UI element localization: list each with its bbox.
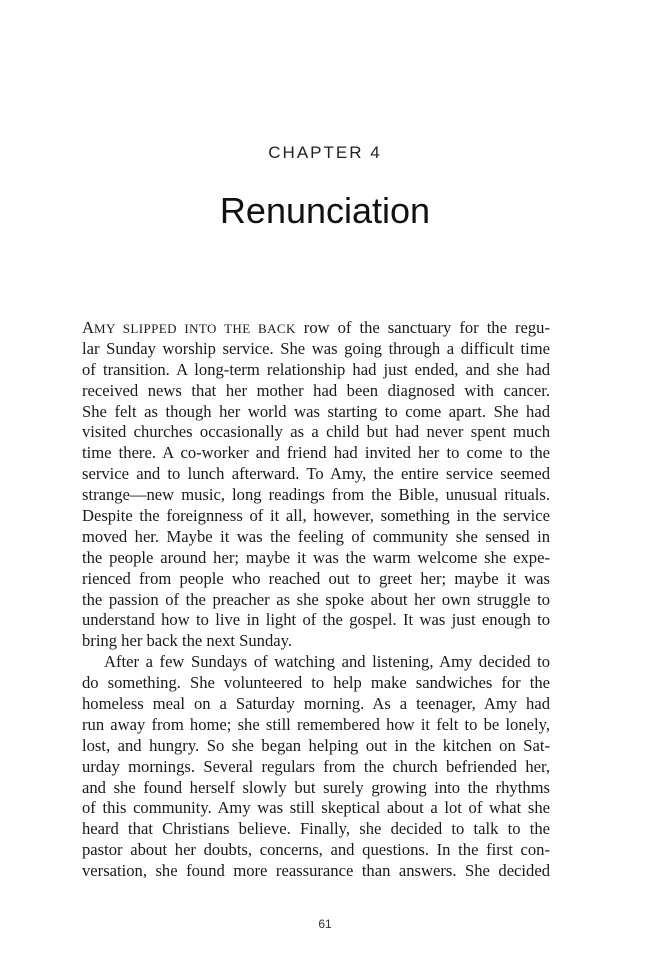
body-line: received news that her mother had been diagnosed with cancer. [82,380,550,400]
body-line: understand how to live in light of the gospel. It was just enough to [82,610,550,630]
body-line [82,318,550,339]
body-line: strange—new music, long readings from the Bible, unusual rituals. [82,485,550,505]
chapter-title: Renunciation [219,190,431,231]
body-line: the people around her; maybe it was the warm welcome she expe- [82,547,550,567]
body-line: the passion of the preacher as she spoke about her own struggle to [82,589,550,609]
body-line: rienced from people who reached out to greet her; maybe it was [82,568,550,588]
body-line: versation, she found more reassurance than answers. She decided [82,861,550,881]
lead-in-initial: A [82,318,94,337]
body-line: lost, and hungry. So she began helping out in the kitchen on Sat- [82,735,550,755]
body-line: do something. She volunteered to help make sandwiches for the [82,673,550,693]
body-line: Despite the foreignness of it all, however, something in the service [82,506,550,526]
body-text [82,318,550,882]
body-line: pastor about her doubts, concerns, and questions. In the first con- [82,840,550,860]
page-number: 61 [318,917,332,931]
body-line: bring her back the next Sunday. [82,631,292,651]
body-line: time there. A co-worker and friend had invited her to come to the [82,443,550,463]
body-line: service and to lunch afterward. To Amy, the entire service seemed [82,464,550,484]
body-line: heard that Christians believe. Finally, she decided to talk to the [82,819,550,839]
body-line: visited churches occasionally as a child but had never spent much [82,422,550,442]
lead-in-smallcaps: MY SLIPPED INTO THE BACK [93,321,296,336]
body-line: and she found herself slowly but surely growing into the rhythms [82,777,550,797]
body-line: moved her. Maybe it was the feeling of community she sensed in [82,526,550,546]
body-line: run away from home; she still remembered how it felt to be lonely, [82,714,550,734]
body-line: After a few Sundays of watching and listening, Amy decided to [104,652,550,672]
body-line: lar Sunday worship service. She was going through a difficult time [82,338,550,358]
body-line: homeless meal on a Saturday morning. As a teenager, Amy had [82,694,550,714]
chapter-label: CHAPTER 4 [268,143,382,162]
lead-in-rest: row of the sanctuary for the regu- [295,318,550,337]
body-line: She felt as though her world was starting to come apart. She had [82,401,550,421]
body-line: of this community. Amy was still skeptical about a lot of what she [82,798,550,818]
body-line: of transition. A long-term relationship had just ended, and she had [82,359,550,379]
body-line: urday mornings. Several regulars from the church befriended her, [82,756,550,776]
